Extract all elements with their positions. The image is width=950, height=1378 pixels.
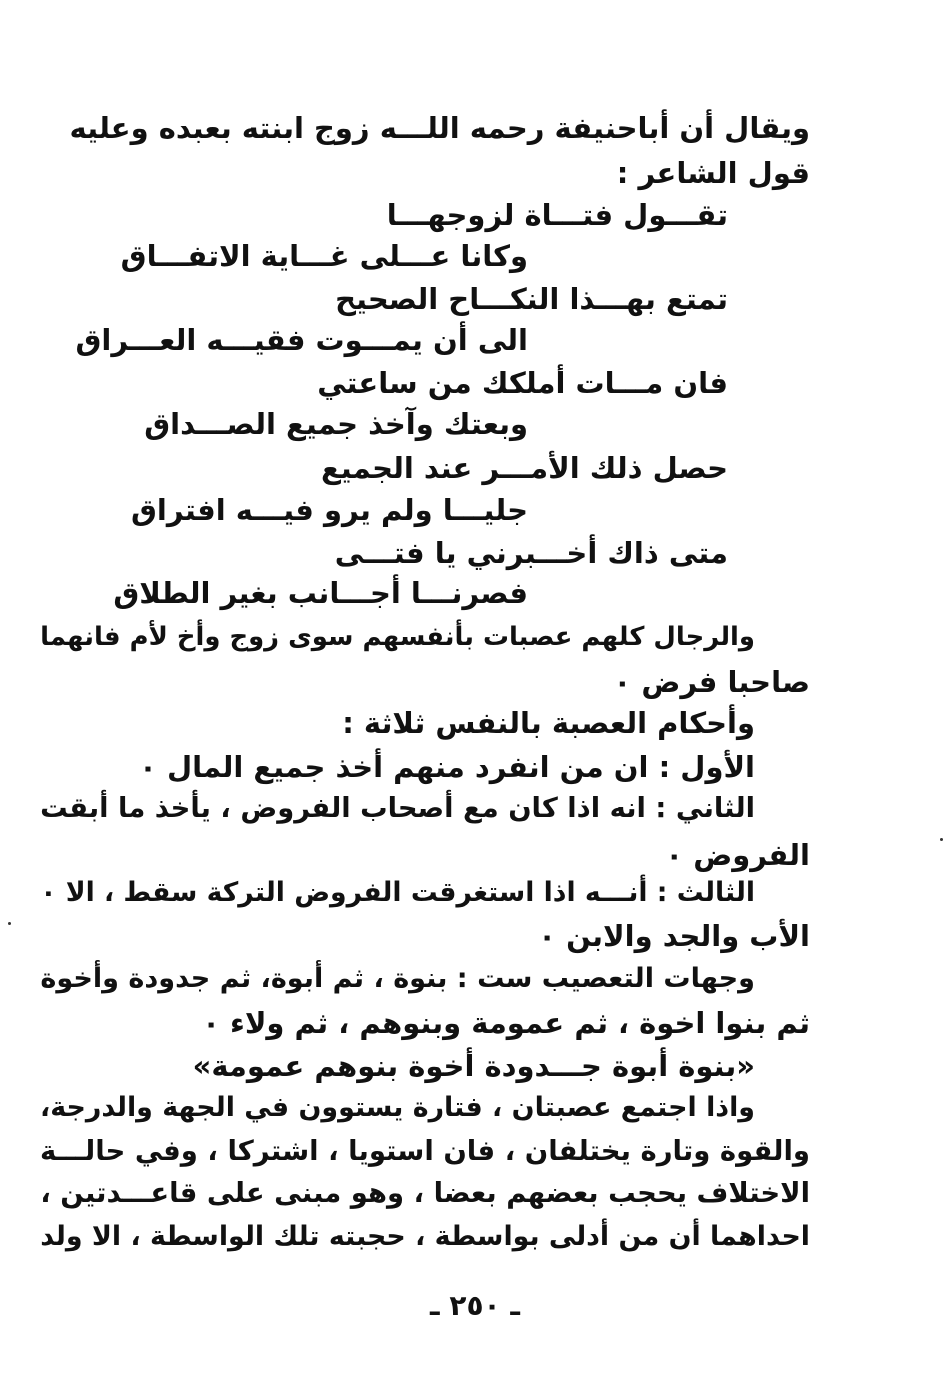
poem-line: فصرنـــا أجـــانب بغير الطلاق: [113, 576, 528, 610]
text-line: «بنوة أبوة جـــدودة أخوة بنوهم عمومة»: [192, 1049, 755, 1083]
text-line: الثالث : أنـــه اذا استغرقت الفروض التركة سقط ، الا ٠: [40, 877, 755, 908]
text-line: والرجال كلهم عصبات بأنفسهم سوى زوج وأخ لأم فانهما: [40, 622, 755, 652]
scan-speck: [8, 922, 11, 925]
poem-line: تقـــول فتـــاة لزوجهـــا: [386, 198, 728, 232]
text-line: وأحكام العصبة بالنفس ثلاثة :: [342, 706, 755, 740]
text-line: ثم بنوا اخوة ، ثم عمومة وبنوهم ، ثم ولاء ٠: [202, 1006, 810, 1040]
poem-line: فان مـــات أملكك من ساعتي: [317, 366, 728, 400]
text-line: احداهما أن من أدلى بواسطة ، حجبته تلك الواسطة ، الا ولد: [40, 1221, 810, 1252]
poem-line: تمتع بهـــذا النكـــاح الصحيح: [335, 282, 728, 316]
poem-line: جليـــا ولم يرو فيـــه افتراق: [130, 493, 528, 527]
poem-line: الى أن يمـــوت فقيـــه العـــراق: [75, 323, 528, 357]
text-line: وجهات التعصيب ست : بنوة ، ثم أبوة، ثم جدودة وأخوة: [40, 963, 755, 994]
text-line: الثاني : انه اذا كان مع أصحاب الفروض ، يأخذ ما أبقت: [40, 793, 755, 824]
text-line: الاختلاف يحجب بعضهم بعضا ، وهو مبنى على قاعـــدتين ،: [40, 1178, 810, 1209]
poem-line: متى ذاك أخـــبرني يا فتـــى: [334, 536, 728, 570]
poem-line: حصل ذلك الأمـــر عند الجميع: [320, 451, 728, 485]
poem-line: وبعتك وآخذ جميع الصـــداق: [144, 407, 528, 441]
poem-line: وكانا عـــلى غـــاية الاتفـــاق: [120, 239, 528, 273]
text-line: الأول : ان من انفرد منهم أخذ جميع المال ٠: [139, 750, 755, 784]
text-line: قول الشاعر :: [616, 156, 810, 190]
text-line: الأب والجد والابن ٠: [538, 919, 810, 953]
scan-speck: [940, 838, 943, 841]
text-line: الفروض ٠: [665, 838, 810, 872]
text-line: واذا اجتمع عصبتان ، فتارة يستوون في الجهة والدرجة،: [40, 1092, 755, 1123]
text-line: والقوة وتارة يختلفان ، فان استويا ، اشتركا ، وفي حالـــة: [40, 1135, 810, 1167]
page-number: ـ ٢٥٠ ـ: [430, 1289, 520, 1322]
text-line: ويقال أن أباحنيفة رحمه اللـــه زوج ابنته بعبده وعليه: [69, 111, 810, 145]
text-line: صاحبا فرض ٠: [613, 665, 810, 699]
